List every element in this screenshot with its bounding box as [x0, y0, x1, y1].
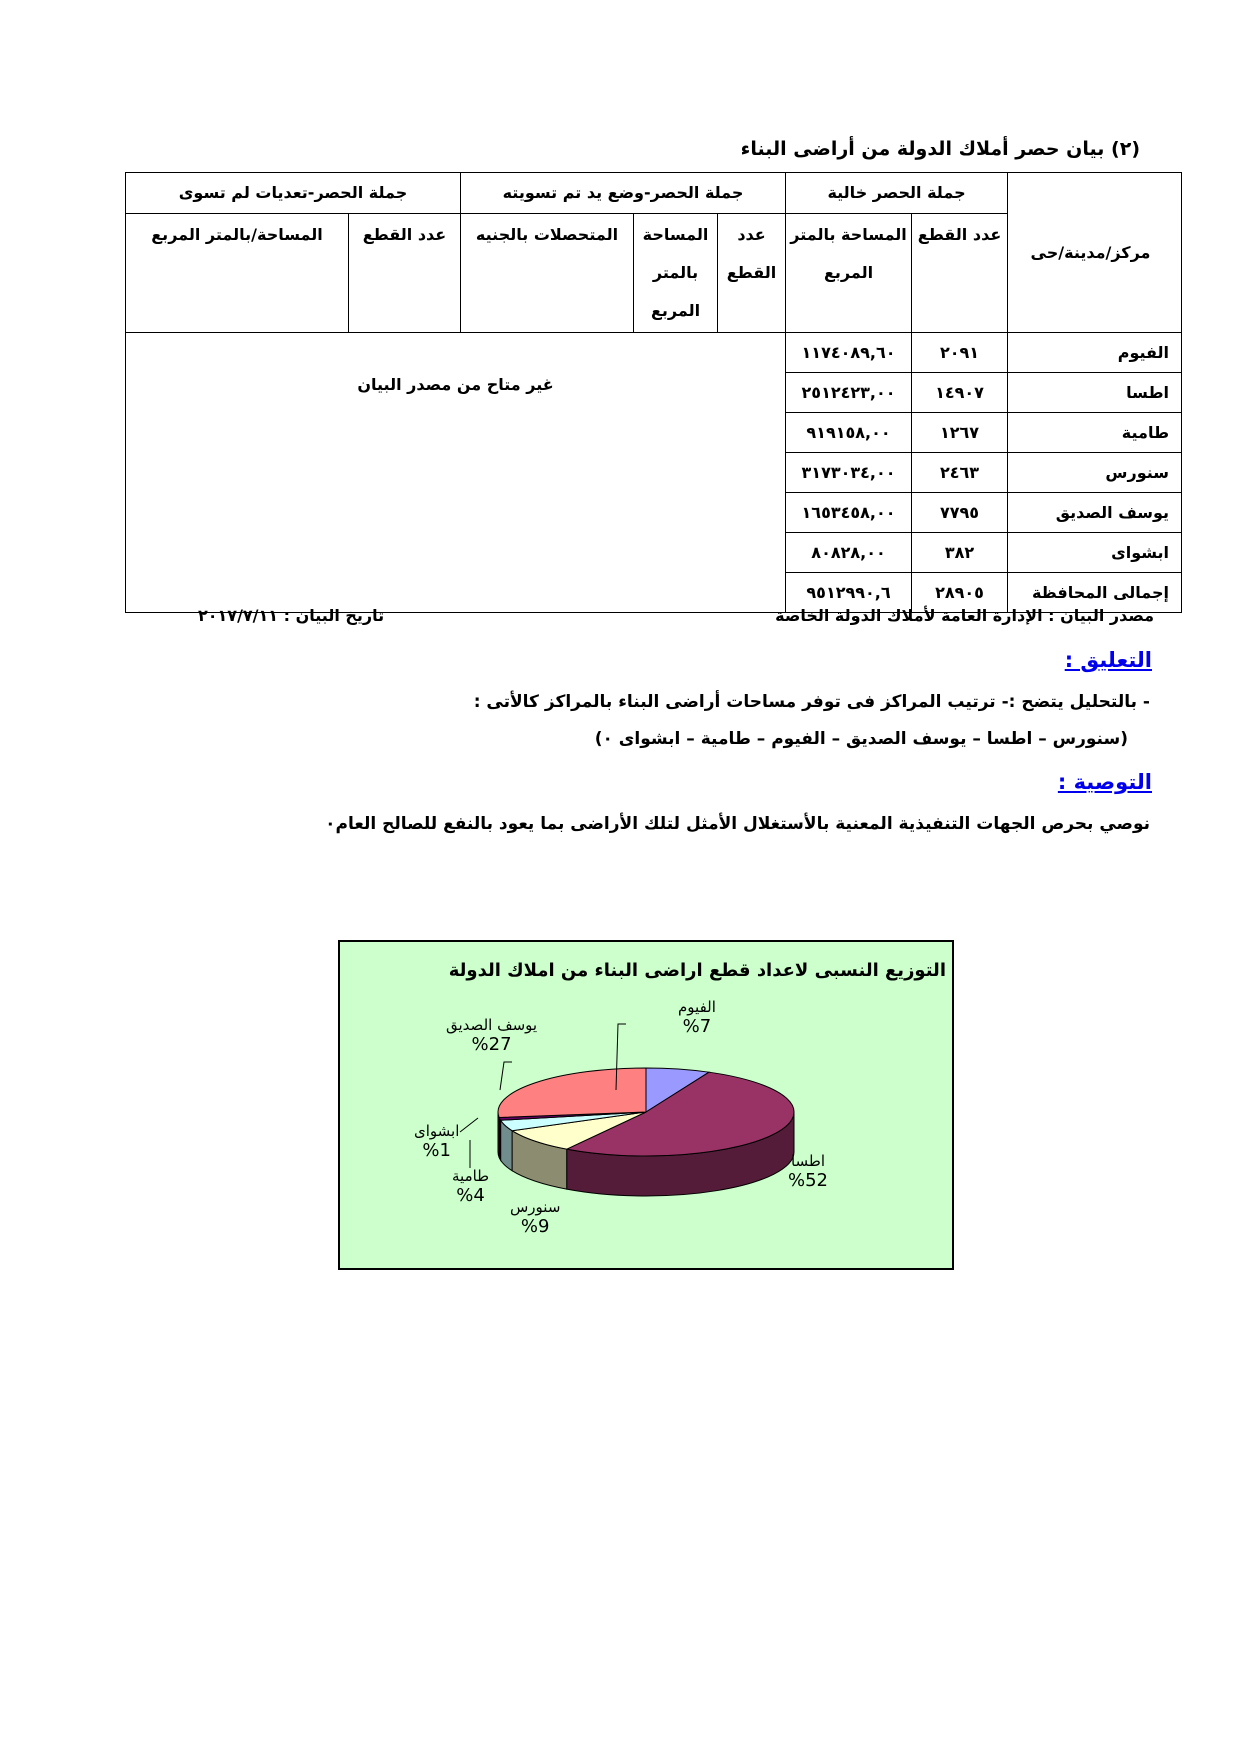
label-youssef [446, 1016, 537, 1055]
pie-chart [338, 940, 954, 1270]
header-group-vacant: جملة الحصر خالية [786, 173, 1008, 214]
row-area: ٩٥١٢٩٩٠,٦ [786, 573, 912, 613]
header-g1-count: عدد القطع [912, 214, 1008, 333]
row-name: يوسف الصديق [1008, 493, 1182, 533]
section-title: (٢) بيان حصر أملاك الدولة من أراضى البناء [740, 138, 1140, 160]
row-count: ٧٧٩٥ [912, 493, 1008, 533]
label-pct: %52 [788, 1170, 829, 1191]
label-ibshaway [414, 1122, 459, 1161]
date-text: تاريخ البيان : ٢٠١٧/٧/١١ [198, 606, 385, 625]
label-pct: %1 [422, 1140, 451, 1161]
recommendation-heading: التوصية : [1057, 770, 1152, 794]
header-group-settled: جملة الحصر-وضع يد تم تسويته [461, 173, 786, 214]
row-name: طامية [1008, 413, 1182, 453]
header-g1-area: المساحة بالمتر المربع [786, 214, 912, 333]
header-group-encroach: جملة الحصر-تعديات لم تسوى [126, 173, 461, 214]
label-name: طامية [452, 1167, 490, 1185]
label-tamia [452, 1167, 489, 1206]
header-g3-area: المساحة/بالمتر المربع [126, 214, 349, 333]
source-text: مصدر البيان : الإدارة العامة لأملاك الدولة الخاصة [775, 606, 1154, 625]
comment-line-1: - بالتحليل يتضح :- ترتيب المراكز فى توفر مساحات أراضى البناء بالمراكز كالأتى : [473, 692, 1150, 712]
label-name: اطسا [790, 1152, 826, 1170]
comment-heading: التعليق : [1064, 648, 1152, 672]
row-count: ١٢٦٧ [912, 413, 1008, 453]
header-g2-collected: المتحصلات بالجنيه [461, 214, 634, 333]
table-row [126, 333, 1182, 373]
row-name: إجمالى المحافظة [1008, 573, 1182, 613]
header-g2-count: عدد القطع [718, 214, 786, 333]
header-g3-count: عدد القطع [349, 214, 461, 333]
comment-line-2: (سنورس – اطسا – يوسف الصديق – الفيوم – طامية – ابشواى ٠) [594, 729, 1128, 749]
label-name: سنورس [510, 1198, 561, 1216]
header-area: مركز/مدينة/حى [1008, 173, 1182, 333]
row-area: ٢٥١٢٤٢٣,٠٠ [786, 373, 912, 413]
pie-svg [340, 942, 952, 1268]
not-available-note: غير متاح من مصدر البيان [126, 333, 786, 613]
row-name: سنورس [1008, 453, 1182, 493]
row-count: ٢٨٩٠٥ [912, 573, 1008, 613]
label-pct: %7 [682, 1016, 712, 1037]
land-table [125, 172, 1182, 613]
row-area: ٣١٧٣٠٣٤,٠٠ [786, 453, 912, 493]
label-name: ابشواى [414, 1122, 460, 1140]
row-name: اطسا [1008, 373, 1182, 413]
pie-side-يوسف الصديق [498, 1112, 499, 1158]
label-name: يوسف الصديق [446, 1016, 538, 1034]
pie-slice-يوسف الصديق [498, 1068, 646, 1118]
chart-title: التوزيع النسبى لاعداد قطع اراضى البناء من املاك الدولة [448, 960, 946, 981]
header-g2-area: المساحة بالمتر المربع [634, 214, 718, 333]
label-pct: %9 [520, 1216, 550, 1237]
row-area: ٩١٩١٥٨,٠٠ [786, 413, 912, 453]
row-area: ١٦٥٣٤٥٨,٠٠ [786, 493, 912, 533]
recommendation-text: نوصي بحرص الجهات التنفيذية المعنية بالأستغلال الأمثل لتلك الأراضى بما يعود بالنفع للصالح العام٠ [325, 814, 1150, 834]
leader-line-2 [460, 1118, 478, 1132]
leader-line-1 [500, 1062, 512, 1090]
label-pct: %4 [456, 1185, 485, 1206]
label-itsa [788, 1152, 828, 1191]
row-count: ١٤٩٠٧ [912, 373, 1008, 413]
label-name: الفيوم [678, 998, 716, 1016]
label-sinnuris [510, 1198, 560, 1237]
label-pct: %27 [471, 1034, 512, 1055]
row-name: الفيوم [1008, 333, 1182, 373]
row-count: ٢٠٩١ [912, 333, 1008, 373]
row-name: ابشواى [1008, 533, 1182, 573]
row-area: ١١٧٤٠٨٩,٦٠ [786, 333, 912, 373]
row-area: ٨٠٨٢٨,٠٠ [786, 533, 912, 573]
row-count: ٢٤٦٣ [912, 453, 1008, 493]
row-count: ٣٨٢ [912, 533, 1008, 573]
label-fayoum [678, 998, 716, 1037]
